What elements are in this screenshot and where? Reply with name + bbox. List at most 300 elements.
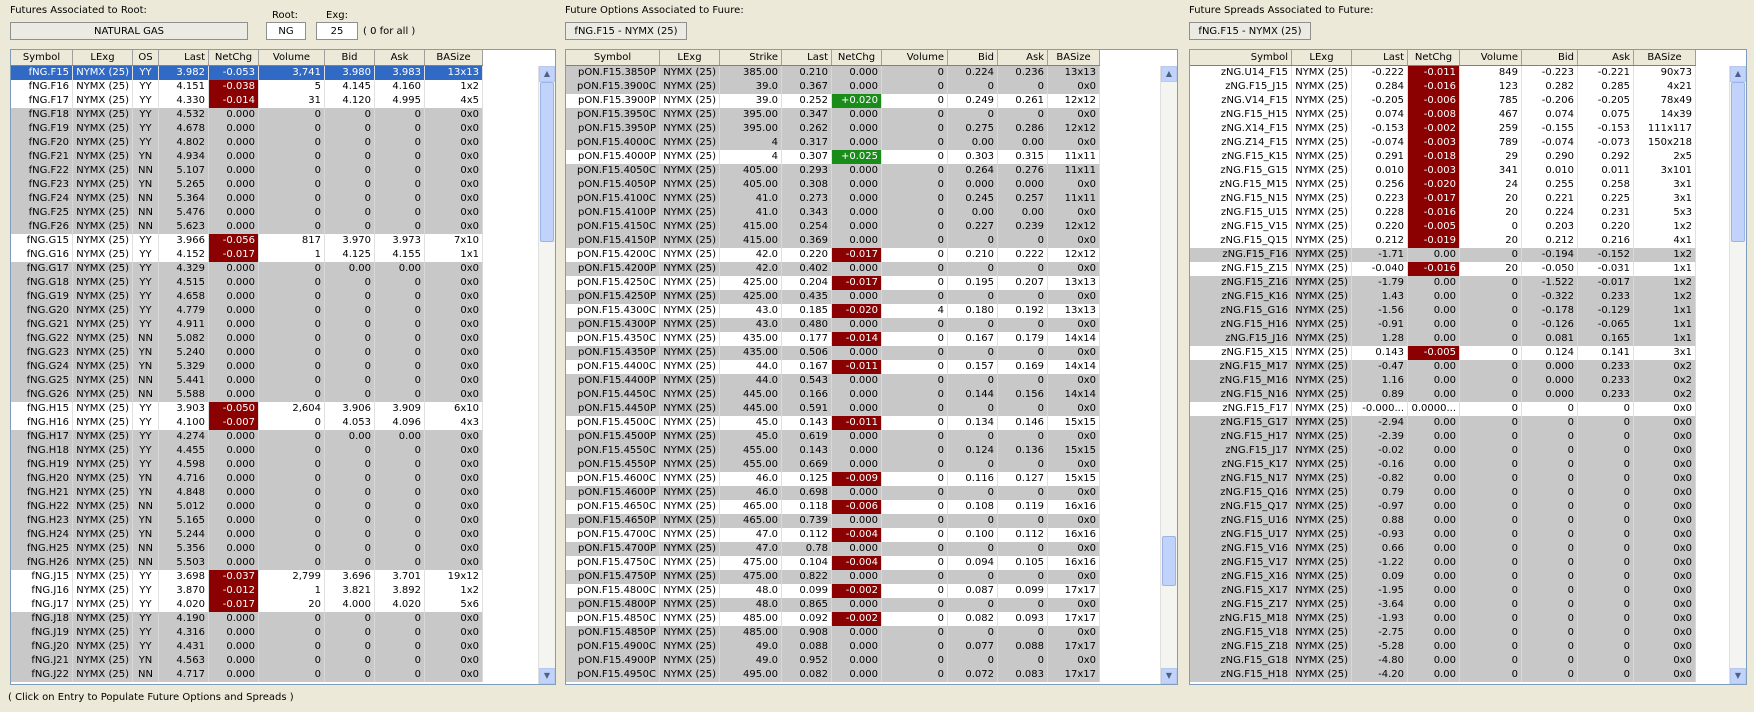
table-row[interactable] [1190,192,1696,206]
table-row[interactable] [1190,136,1696,150]
table-row[interactable] [11,94,483,108]
netchg-cell: -0.004 [832,556,882,570]
symbol-cell: fNG.G15 [11,234,73,248]
table-row[interactable] [1190,472,1696,486]
table-row[interactable] [11,290,483,304]
lexg-cell: NYMX (25) [73,206,133,220]
column-header[interactable]: BASize [1634,50,1696,65]
basize-cell: 0x0 [425,164,483,178]
table-row[interactable] [11,472,483,486]
table-row[interactable] [566,262,1100,276]
table-row[interactable] [11,318,483,332]
table-row[interactable] [11,178,483,192]
volume-cell: 817 [259,234,325,248]
symbol-cell: pON.F15.4200P [566,262,660,276]
table-row[interactable] [11,626,483,640]
table-row[interactable] [566,178,1100,192]
ask-cell: 0.112 [998,528,1048,542]
ask-cell: 0 [1578,640,1634,654]
table-row[interactable] [1190,220,1696,234]
table-row[interactable] [1190,360,1696,374]
table-row[interactable] [11,556,483,570]
table-row[interactable] [1190,514,1696,528]
table-row[interactable] [1190,612,1696,626]
bid-cell: 0.203 [1522,220,1578,234]
lexg-cell: NYMX (25) [660,150,720,164]
table-row[interactable] [11,388,483,402]
lexg-cell: NYMX (25) [1292,640,1352,654]
basize-cell: 0x0 [1048,514,1100,528]
netchg-cell: 0.000 [209,430,259,444]
column-header[interactable]: NetChg [209,50,259,65]
column-header[interactable]: Ask [1578,50,1634,65]
ask-cell: -0.221 [1578,66,1634,80]
os-cell: YN [133,514,159,528]
column-header[interactable]: Bid [1522,50,1578,65]
table-row[interactable] [566,360,1100,374]
bid-cell: 0.144 [948,388,998,402]
table-row[interactable] [566,276,1100,290]
bid-cell: 0 [325,290,375,304]
volume-cell: 0 [882,584,948,598]
column-header[interactable]: LExg [660,50,720,65]
strike-cell: 385.00 [720,66,782,80]
table-row[interactable] [11,360,483,374]
lexg-cell: NYMX (25) [1292,234,1352,248]
table-row[interactable] [11,542,483,556]
column-header[interactable]: Volume [259,50,325,65]
table-row[interactable] [1190,584,1696,598]
table-row[interactable] [566,458,1100,472]
last-cell: -3.64 [1352,598,1408,612]
basize-cell: 1x2 [1634,290,1696,304]
table-row[interactable] [1190,80,1696,94]
strike-cell: 465.00 [720,514,782,528]
table-row[interactable] [11,500,483,514]
column-header[interactable]: BASize [425,50,483,65]
table-row[interactable] [1190,668,1696,682]
netchg-cell: 0.00 [1408,640,1460,654]
table-row[interactable] [1190,598,1696,612]
table-row[interactable] [566,66,1100,80]
table-row[interactable] [566,374,1100,388]
netchg-cell: -0.016 [1408,262,1460,276]
volume-cell: 0 [1460,514,1522,528]
table-row[interactable] [1190,332,1696,346]
table-row[interactable] [1190,626,1696,640]
scroll-thumb[interactable] [540,82,554,242]
lexg-cell: NYMX (25) [660,570,720,584]
table-row[interactable] [1190,122,1696,136]
table-row[interactable] [11,150,483,164]
table-row[interactable] [1190,528,1696,542]
ask-cell: 0 [1578,654,1634,668]
last-cell: 0.212 [1352,234,1408,248]
column-header[interactable]: Bid [325,50,375,65]
scroll-thumb[interactable] [1162,536,1176,586]
basize-cell: 0x0 [1048,262,1100,276]
table-row[interactable] [566,150,1100,164]
table-row[interactable] [566,626,1100,640]
netchg-cell: 0.000 [209,318,259,332]
bid-cell: 0.082 [948,612,998,626]
options-table-header [566,50,1100,66]
table-row[interactable] [566,192,1100,206]
table-row[interactable] [11,304,483,318]
table-row[interactable] [11,262,483,276]
volume-cell: 0 [259,528,325,542]
bid-cell: 0 [948,234,998,248]
ask-cell: 0 [1578,486,1634,500]
table-row[interactable] [11,276,483,290]
bid-cell: 0.077 [948,640,998,654]
column-header[interactable]: Volume [1460,50,1522,65]
column-header[interactable]: Last [159,50,209,65]
table-row[interactable] [1190,500,1696,514]
table-row[interactable] [11,248,483,262]
table-row[interactable] [566,388,1100,402]
netchg-cell: 0.000 [209,542,259,556]
table-row[interactable] [566,332,1100,346]
bid-cell: 0 [948,430,998,444]
basize-cell: 4x21 [1634,80,1696,94]
table-row[interactable] [566,654,1100,668]
bid-cell: 0.212 [1522,234,1578,248]
table-row[interactable] [11,514,483,528]
table-row[interactable] [11,332,483,346]
column-header[interactable]: NetChg [1408,50,1460,65]
table-row[interactable] [1190,444,1696,458]
table-row[interactable] [11,374,483,388]
lexg-cell: NYMX (25) [660,234,720,248]
ask-cell: 0 [375,556,425,570]
lexg-cell: NYMX (25) [73,584,133,598]
column-header[interactable]: BASize [1048,50,1100,65]
table-row[interactable] [1190,374,1696,388]
table-row[interactable] [11,108,483,122]
scroll-thumb[interactable] [1731,82,1745,242]
table-row[interactable] [11,220,483,234]
netchg-cell: -0.014 [832,332,882,346]
last-cell: 3.982 [159,66,209,80]
table-row[interactable] [566,122,1100,136]
lexg-cell: NYMX (25) [660,416,720,430]
column-header[interactable]: Last [1352,50,1408,65]
bid-cell: 0 [325,556,375,570]
table-row[interactable] [11,192,483,206]
scroll-down-arrow-icon[interactable]: ▼ [1730,668,1746,684]
table-row[interactable] [11,458,483,472]
table-row[interactable] [1190,542,1696,556]
table-row[interactable] [1190,66,1696,80]
basize-cell: 0x0 [1048,598,1100,612]
table-row[interactable] [11,598,483,612]
table-row[interactable] [566,668,1100,682]
table-row[interactable] [566,486,1100,500]
ask-cell: 0 [375,640,425,654]
spreads-scrollbar[interactable] [1729,66,1746,684]
table-row[interactable] [11,640,483,654]
footer-hint: ( Click on Entry to Populate Future Options and Spreads ) [8,692,294,703]
column-header[interactable]: Symbol [1190,50,1292,65]
lexg-cell: NYMX (25) [73,346,133,360]
bid-cell: 0 [325,178,375,192]
bid-cell: 0.303 [948,150,998,164]
bid-cell: 3.821 [325,584,375,598]
table-row[interactable] [566,108,1100,122]
volume-cell: 0 [259,514,325,528]
scroll-up-arrow-icon[interactable]: ▲ [1730,66,1746,82]
lexg-cell: NYMX (25) [73,234,133,248]
bid-cell: 4.145 [325,80,375,94]
os-cell: YY [133,402,159,416]
last-cell: -1.95 [1352,584,1408,598]
table-row[interactable] [1190,640,1696,654]
basize-cell: 0x0 [425,500,483,514]
table-row[interactable] [566,234,1100,248]
ask-cell: 0 [375,654,425,668]
table-row[interactable] [566,500,1100,514]
table-row[interactable] [1190,290,1696,304]
table-row[interactable] [1190,486,1696,500]
symbol-cell: zNG.F15_G17 [1190,416,1292,430]
table-row[interactable] [1190,416,1696,430]
bid-cell: 0 [325,500,375,514]
table-row[interactable] [1190,178,1696,192]
table-row[interactable] [11,346,483,360]
table-row[interactable] [11,80,483,94]
ask-cell: 0 [1578,570,1634,584]
table-row[interactable] [1190,234,1696,248]
table-row[interactable] [1190,346,1696,360]
scroll-up-arrow-icon[interactable]: ▲ [1161,66,1177,82]
ask-cell: 0 [1578,402,1634,416]
bid-cell: 0.282 [1522,80,1578,94]
last-cell: 4.717 [159,668,209,682]
column-header[interactable]: Symbol [11,50,73,65]
table-row[interactable] [566,584,1100,598]
symbol-cell: fNG.H15 [11,402,73,416]
table-row[interactable] [566,430,1100,444]
table-row[interactable] [1190,94,1696,108]
lexg-cell: NYMX (25) [1292,556,1352,570]
netchg-cell: -0.017 [832,248,882,262]
table-row[interactable] [566,416,1100,430]
table-row[interactable] [11,570,483,584]
table-row[interactable] [566,206,1100,220]
last-cell: -0.02 [1352,444,1408,458]
table-row[interactable] [11,66,483,80]
table-row[interactable] [11,416,483,430]
table-row[interactable] [1190,304,1696,318]
column-header[interactable]: Ask [998,50,1048,65]
table-row[interactable] [1190,556,1696,570]
table-row[interactable] [566,248,1100,262]
symbol-cell: zNG.F15_Z18 [1190,640,1292,654]
table-row[interactable] [1190,318,1696,332]
table-row[interactable] [11,444,483,458]
table-row[interactable] [566,304,1100,318]
table-row[interactable] [11,206,483,220]
lexg-cell: NYMX (25) [660,374,720,388]
os-cell: YY [133,626,159,640]
netchg-cell: +0.020 [832,94,882,108]
options-scrollbar[interactable] [1160,66,1177,684]
basize-cell: 1x2 [425,584,483,598]
table-row[interactable] [11,402,483,416]
ask-cell: 0 [998,486,1048,500]
os-cell: YY [133,262,159,276]
basize-cell: 11x11 [1048,164,1100,178]
table-row[interactable] [1190,108,1696,122]
table-row[interactable] [566,542,1100,556]
table-row[interactable] [566,556,1100,570]
spreads-future-field: fNG.F15 - NYMX (25) [1189,22,1311,40]
lexg-cell: NYMX (25) [660,360,720,374]
table-row[interactable] [1190,150,1696,164]
last-cell: 0.591 [782,402,832,416]
table-row[interactable] [566,444,1100,458]
table-row[interactable] [11,668,483,682]
lexg-cell: NYMX (25) [660,346,720,360]
volume-cell: 0 [882,262,948,276]
netchg-cell: 0.000 [209,500,259,514]
column-header[interactable]: LExg [1292,50,1352,65]
futures-scrollbar[interactable] [538,66,555,684]
volume-cell: 0 [259,486,325,500]
last-cell: 0.343 [782,206,832,220]
symbol-cell: pON.F15.4700P [566,542,660,556]
table-row[interactable] [1190,388,1696,402]
basize-cell: 17x17 [1048,584,1100,598]
bid-cell: 0 [325,108,375,122]
table-row[interactable] [11,528,483,542]
table-row[interactable] [566,94,1100,108]
table-row[interactable] [566,346,1100,360]
table-row[interactable] [1190,430,1696,444]
column-header[interactable]: Ask [375,50,425,65]
table-row[interactable] [566,528,1100,542]
lexg-cell: NYMX (25) [660,388,720,402]
table-row[interactable] [566,318,1100,332]
table-row[interactable] [1190,402,1696,416]
ask-cell: 0 [375,332,425,346]
ask-cell: 0 [375,136,425,150]
table-row[interactable] [566,612,1100,626]
table-row[interactable] [11,486,483,500]
last-cell: 5.244 [159,528,209,542]
table-row[interactable] [566,514,1100,528]
scroll-down-arrow-icon[interactable]: ▼ [1161,668,1177,684]
netchg-cell: -0.006 [832,500,882,514]
bid-cell: 0 [1522,458,1578,472]
table-row[interactable] [1190,654,1696,668]
column-header[interactable]: Volume [882,50,948,65]
table-row[interactable] [1190,164,1696,178]
table-row[interactable] [566,164,1100,178]
table-row[interactable] [1190,570,1696,584]
basize-cell: 15x15 [1048,472,1100,486]
volume-cell: 0 [259,136,325,150]
symbol-cell: fNG.G22 [11,332,73,346]
symbol-cell: pON.F15.4900C [566,640,660,654]
scroll-down-arrow-icon[interactable]: ▼ [539,668,555,684]
symbol-cell: fNG.F20 [11,136,73,150]
bid-cell: 0 [325,192,375,206]
table-row[interactable] [566,472,1100,486]
symbol-cell: pON.F15.4450C [566,388,660,402]
strike-cell: 45.0 [720,416,782,430]
lexg-cell: NYMX (25) [660,304,720,318]
table-row[interactable] [11,234,483,248]
table-row[interactable] [566,220,1100,234]
table-row[interactable] [1190,206,1696,220]
table-row[interactable] [1190,276,1696,290]
os-cell: YY [133,80,159,94]
column-header[interactable]: Last [782,50,832,65]
column-header[interactable]: Strike [720,50,782,65]
table-row[interactable] [566,598,1100,612]
column-header[interactable]: OS [133,50,159,65]
netchg-cell: 0.00 [1408,416,1460,430]
table-row[interactable] [566,290,1100,304]
table-row[interactable] [566,402,1100,416]
column-header[interactable]: Bid [948,50,998,65]
last-cell: 5.476 [159,206,209,220]
table-row[interactable] [566,640,1100,654]
basize-cell: 13x13 [1048,66,1100,80]
ask-cell: 0 [1578,500,1634,514]
table-row[interactable] [1190,248,1696,262]
table-row[interactable] [11,122,483,136]
volume-cell: 0 [882,94,948,108]
table-row[interactable] [1190,458,1696,472]
table-row[interactable] [566,570,1100,584]
lexg-cell: NYMX (25) [660,290,720,304]
bid-cell: 0.00 [325,430,375,444]
column-header[interactable]: LExg [73,50,133,65]
spreads-panel [1189,0,1747,690]
table-row[interactable] [566,80,1100,94]
netchg-cell: -0.017 [209,598,259,612]
scroll-up-arrow-icon[interactable]: ▲ [539,66,555,82]
lexg-cell: NYMX (25) [660,80,720,94]
bid-cell: 0.290 [1522,150,1578,164]
ask-cell: 0.225 [1578,192,1634,206]
ask-cell: 0.233 [1578,360,1634,374]
basize-cell: 0x0 [425,304,483,318]
table-row[interactable] [566,136,1100,150]
table-row[interactable] [1190,262,1696,276]
exg-input[interactable]: 25 [316,22,358,40]
table-row[interactable] [11,136,483,150]
volume-cell: 0 [882,472,948,486]
basize-cell: 0x0 [1634,598,1696,612]
table-row[interactable] [11,164,483,178]
ask-cell: 0 [1578,584,1634,598]
table-row[interactable] [11,430,483,444]
table-row[interactable] [11,584,483,598]
lexg-cell: NYMX (25) [660,108,720,122]
netchg-cell: 0.000 [209,122,259,136]
column-header[interactable]: Symbol [566,50,660,65]
ask-cell: 0 [1578,444,1634,458]
column-header[interactable]: NetChg [832,50,882,65]
ask-cell: 0 [998,234,1048,248]
table-row[interactable] [11,612,483,626]
root-input[interactable]: NG [266,22,306,40]
table-row[interactable] [11,654,483,668]
